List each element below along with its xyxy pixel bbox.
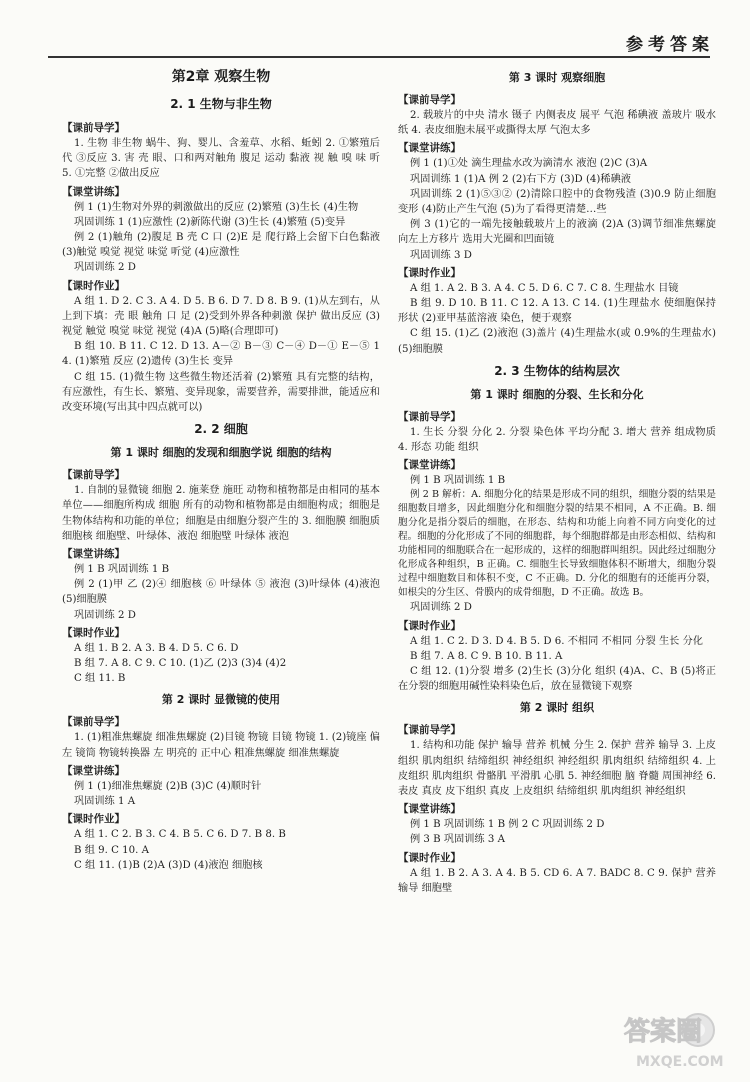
answer-line: A 组 1. C 2. B 3. C 4. B 5. C 6. D 7. B 8. B	[74, 829, 286, 841]
subsection-label: 【课堂讲练】	[62, 185, 125, 198]
answer-line: B 组 7. A 8. C 9. C 10. (1)乙 (2)3 (3)4 (4)2	[74, 658, 287, 670]
subsection-label: 【课时作业】	[398, 851, 461, 864]
watermark-text: 答案圈	[624, 1017, 703, 1047]
subsection-label: 【课堂讲练】	[62, 548, 125, 561]
page-header	[0, 0, 750, 58]
answer-line: A 组 1. B 2. A 3. B 4. D 5. C 6. D	[74, 642, 239, 654]
answer-line: 2. 载玻片的中央 清水 镊子 内侧表皮 展平 气泡 稀碘液 盖玻片 吸水纸 4. 表皮细胞未展平或撕得太厚 气泡太多	[398, 110, 716, 137]
left-column	[62, 64, 380, 873]
answer-line: 巩固训练 1 (1)A 例 2 (2)右下方 (3)D (4)稀碘液	[410, 173, 631, 185]
watermark-logo	[616, 1000, 736, 1074]
subsection-label: 【课时作业】	[398, 619, 461, 632]
answer-line: 例 1 (1)生物对外界的刺激做出的反应 (2)繁殖 (3)生长 (4)生物	[74, 201, 359, 213]
subsection-label: 【课前导学】	[398, 410, 461, 423]
subsection-label: 【课堂讲练】	[398, 803, 461, 816]
answer-line: 巩固训练 1 (1)应激性 (2)新陈代谢 (3)生长 (4)繁殖 (5)变异	[74, 216, 346, 228]
subsection-label: 【课时作业】	[62, 813, 125, 826]
answer-analysis: 例 2 B 解析：A. 细胞分化的结果是形成不同的组织，细胞分裂的结果是细胞数目增多，因此细胞分化和细胞分裂的结果不相同，A 不正确。B. 细胞分化是指分裂后的细胞，在形态、结构和功能上向着不同方向变化的过程。细胞的分化形成了不同的细胞群，每个细胞群都是由形态相似、结构和功能相同的细胞联合在一起形成的，这样的细胞群叫组织。因此经过细胞分化形成各种组织，B 正确。C. 细胞生长导致细胞体积不断增大，细胞分裂过程中细胞数目和体积不变，C 不正确。D. 分化的细胞有的还能再分裂，如根尖的分生区、骨膜内的成骨细胞，D 不正确。故选 B。	[398, 489, 716, 599]
answer-line: C 组 12. (1)分裂 增多 (2)生长 (3)分化 组织 (4)A、C、B (5)将正在分裂的细胞用碱性染料染色后，放在显微镜下观察	[398, 666, 716, 693]
answer-line: 例 1 B 巩固训练 1 B	[410, 475, 506, 487]
answer-line: A 组 1. A 2. B 3. A 4. C 5. D 6. C 7. C 8. 生理盐水 目镜	[410, 282, 679, 294]
answer-line: A 组 1. B 2. A 3. A 4. B 5. CD 6. A 7. BADC 8. C 9. 保护 营养 输导 细胞壁	[398, 867, 716, 894]
answer-line: 例 3 (1)它的一端先接触载玻片上的液滴 (2)A (3)调节细准焦螺旋 向左上方移片 选用大光圈和凹面镜	[398, 219, 716, 246]
lesson-title: 第 3 课时 观察细胞	[508, 71, 606, 84]
subsection-label: 【课前导学】	[398, 94, 461, 106]
answer-line: B 组 10. B 11. C 12. D 13. A－② B－③ C－④ D－① E－⑤ 14. (1)繁殖 反应 (2)遗传 (3)生长 变异	[62, 341, 380, 368]
answer-line: 巩固训练 2 D	[74, 609, 136, 621]
answer-line: 1. 结构和功能 保护 输导 营养 机械 分生 2. 保护 营养 输导 3. 上皮组织 肌肉组织 结缔组织 神经组织 神经组织 肌肉组织 结缔组织 4. 上皮组织 肌肉组织 骨骼肌 平滑肌 心肌 5. 神经细胞 脑 脊髓 周围神经 6. 表皮 真皮 皮下组织 真皮 上皮组织 结缔组织 肌肉组织 神经组织	[398, 740, 716, 798]
answer-line: C 组 11. B	[74, 673, 126, 685]
subsection-label: 【课时作业】	[398, 266, 461, 279]
answer-line: B 组 9. C 10. A	[74, 844, 149, 856]
header-rule	[48, 56, 710, 58]
subsection-label: 【课堂讲练】	[398, 459, 461, 472]
lesson-title: 第 1 课时 细胞的分裂、生长和分化	[470, 387, 644, 401]
answer-line: 例 2 (1)触角 (2)腹足 B 壳 C 口 (2)E 是 爬行路上会留下白色黏液 (3)触觉 嗅觉 视觉 味觉 听觉 (4)应激性	[62, 232, 380, 259]
section-title: 2. 2 细胞	[194, 422, 248, 437]
lesson-title: 第 1 课时 细胞的发现和细胞学说 细胞的结构	[110, 446, 332, 460]
subsection-label: 【课时作业】	[62, 626, 125, 639]
subsection-label: 【课堂讲练】	[62, 764, 125, 777]
answer-line: C 组 15. (1)微生物 这些微生物还活着 (2)繁殖 具有完整的结构，有应激性，有生长、繁殖、变异现象，需要营养，需要排泄，能适应和改变环境(写出其中四点就可以)	[62, 371, 380, 414]
answer-line: 巩固训练 2 (1)⑤③② (2)清除口腔中的食物残渣 (3)0.9 防止细胞变形 (4)防止产生气泡 (5)为了看得更清楚…些	[398, 188, 716, 216]
section-title: 2. 3 生物体的结构层次	[494, 363, 620, 378]
right-column	[398, 64, 716, 896]
answer-line: 例 1 B 巩固训练 1 B	[74, 564, 170, 576]
subsection-label: 【课前导学】	[62, 469, 125, 482]
answer-line: 例 2 (1)甲 乙 (2)④ 细胞核 ⑥ 叶绿体 ⑤ 液泡 (3)叶绿体 (4)液泡 (5)细胞膜	[62, 579, 380, 606]
answer-line: A 组 1. D 2. C 3. A 4. D 5. B 6. D 7. D 8. B 9. (1)从左到右，从上到下填：壳 眼 触角 口 足 (2)受到外界各种刺激 保护 做出反应 (3)视觉 触觉 嗅觉 味觉 视觉 (4)A (5)略(合理即可)	[62, 295, 380, 338]
answer-line: 巩固训练 2 D	[410, 602, 472, 614]
header-title: 参考答案	[626, 35, 714, 55]
subsection-label: 【课时作业】	[62, 279, 125, 292]
answer-line: 巩固训练 3 D	[410, 249, 472, 261]
section-title: 2. 1 生物与非生物	[170, 97, 272, 111]
subsection-label: 【课前导学】	[398, 724, 461, 737]
answer-line: 例 3 B 巩固训练 3 A	[410, 834, 505, 846]
subsection-label: 【课前导学】	[62, 122, 125, 134]
subsection-label: 【课前导学】	[62, 716, 125, 729]
answer-line: 1. 自制的显微镜 细胞 2. 施莱登 施旺 动物和植物都是由相同的基本单位——细胞所构成 细胞 所有的动物和植物都是由细胞构成；细胞是生物体结构和功能的单位；细胞是由细胞分裂产生的 3. 细胞膜 细胞质 细胞核 细胞壁、叶绿体、液泡 细胞壁 叶绿体 液泡	[62, 485, 380, 542]
answer-line: A 组 1. C 2. D 3. D 4. B 5. D 6. 不相同 不相同 分裂 生长 分化	[410, 635, 703, 647]
answer-line: C 组 11. (1)B (2)A (3)D (4)液泡 细胞核	[74, 859, 263, 871]
answer-line: B 组 7. A 8. C 9. B 10. B 11. A	[410, 650, 563, 662]
answer-line: 1. (1)粗准焦螺旋 细准焦螺旋 (2)目镜 物镜 目镜 物镜 1. (2)镜座 偏左 镜筒 物镜转换器 左 明亮的 正中心 粗准焦螺旋 细准焦螺旋	[62, 732, 380, 759]
answer-line: 例 1 (1)①处 滴生理盐水改为滴清水 液泡 (2)C (3)A	[410, 158, 648, 170]
answer-line: B 组 9. D 10. B 11. C 12. A 13. C 14. (1)生理盐水 使细胞保持形状 (2)亚甲基蓝溶液 染色，便于观察	[398, 298, 716, 325]
lesson-title: 第 2 课时 组织	[519, 701, 595, 715]
answer-line: 例 1 B 巩固训练 1 B 例 2 C 巩固训练 2 D	[410, 819, 605, 831]
chapter-title: 第2章 观察生物	[171, 69, 271, 85]
answer-line: 例 1 (1)细准焦螺旋 (2)B (3)C (4)顺时针	[74, 780, 262, 792]
watermark-site: MXQE.COM	[636, 1054, 724, 1070]
subsection-label: 【课堂讲练】	[398, 142, 461, 155]
answer-line: 巩固训练 1 A	[74, 796, 136, 808]
answer-line: 1. 生物 非生物 蜗牛、狗、婴儿、含羞草、水稻、蚯蚓 2. ①繁殖后代 ③反应 3. 害 壳 眼、口和两对触角 腹足 运动 黏液 视 触 嗅 味 听 5. ①完整 ②做出反应	[62, 138, 380, 180]
lesson-title: 第 2 课时 显微镜的使用	[161, 693, 281, 707]
answer-line: 1. 生长 分裂 分化 2. 分裂 染色体 平均分配 3. 增大 营养 组成物质 4. 形态 功能 组织	[398, 426, 716, 454]
answer-line: C 组 15. (1)乙 (2)液泡 (3)盖片 (4)生理盐水(或 0.9%的生理盐水) (5)细胞膜	[398, 328, 716, 355]
answer-line: 巩固训练 2 D	[74, 262, 136, 274]
